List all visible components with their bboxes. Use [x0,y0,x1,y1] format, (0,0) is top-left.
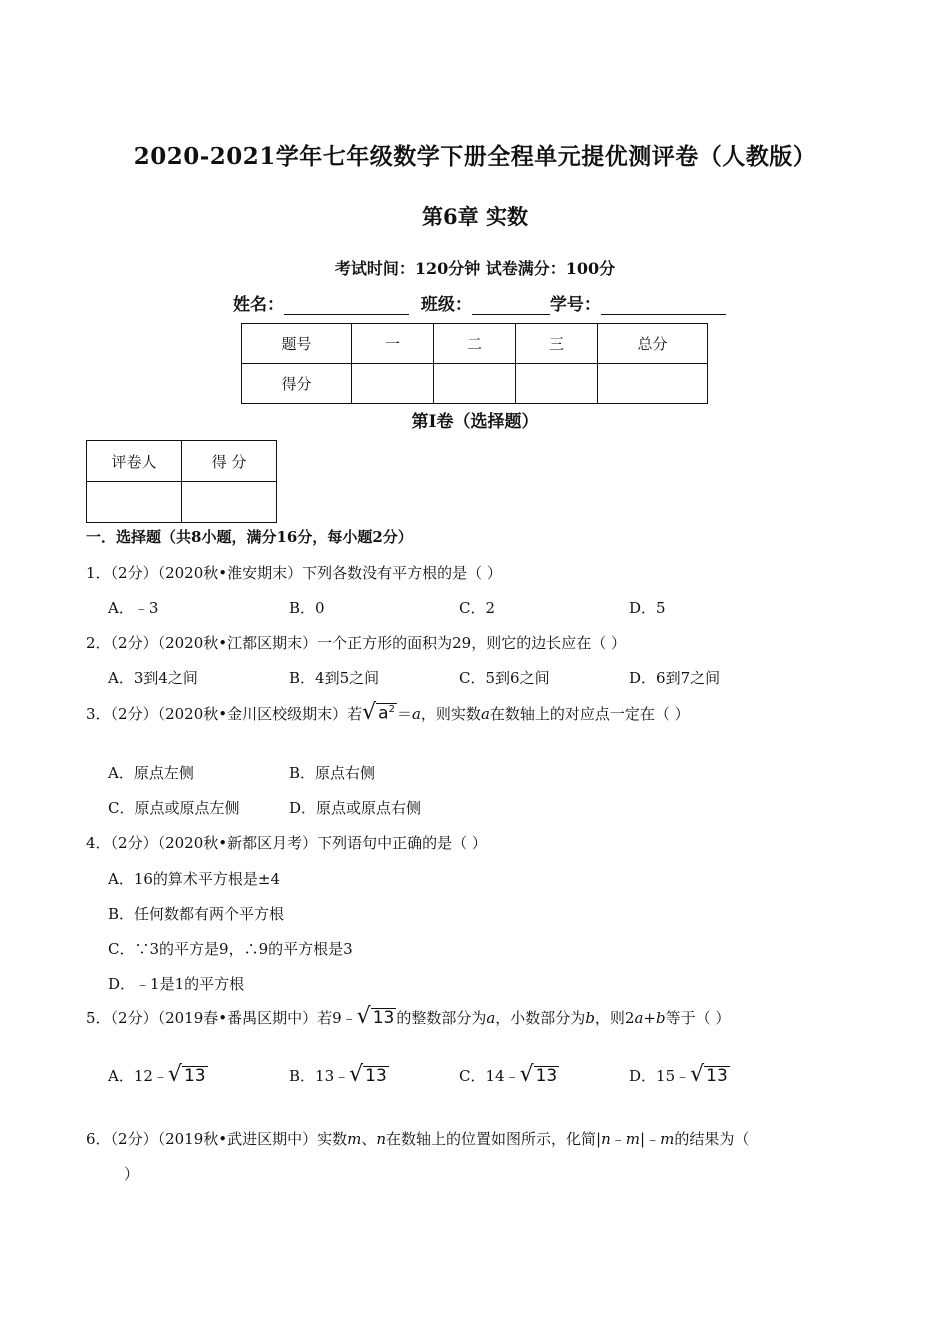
q5-expr-a: a [634,1009,644,1027]
q3-mid: ，则实数 [420,705,481,723]
radical-icon: √ [690,1062,705,1087]
q5-c-radicand: 13 [535,1066,558,1086]
q5-suffix: 等于（ ） [665,1009,731,1027]
q5-option-a[interactable] [108,1064,208,1086]
q5-prefix: 5．（2分）（2019春•番禺区期中）若9﹣ [86,1009,357,1027]
q3-exponent: 2 [388,704,395,716]
q3-equals: ＝ [396,705,412,723]
q3-radicand: a [378,704,389,724]
class-blank[interactable] [472,296,550,315]
score-cell-total[interactable] [598,364,708,404]
q1-option-d[interactable]: D．5 [629,599,666,617]
q3-prefix: 3．（2分）（2020秋•金川区校级期末）若 [86,705,363,723]
q3-var-a2: a [480,705,490,723]
id-label: 学号： [549,295,601,315]
name-label: 姓名： [233,295,284,315]
q1-option-b[interactable]: B．0 [289,599,325,617]
score-header-3: 三 [516,324,598,364]
q5-b-radicand: 13 [365,1066,387,1086]
exam-title: 2020-2021学年七年级数学下册全程单元提优测评卷（人教版） [133,143,817,170]
q5-mid3: ，则2 [594,1009,635,1027]
q2-option-c[interactable]: C．5到6之间 [459,669,550,687]
q3-option-a[interactable]: A．原点左侧 [108,764,194,782]
q6-suffix: 的结果为（ [674,1130,750,1148]
question-2-stem: 2．（2分）（2020秋•江都区期末）一个正方形的面积为29，则它的边长应在（ ） [86,634,626,652]
q2-option-b[interactable]: B．4到5之间 [289,669,380,687]
q3-suffix: 在数轴上的对应点一定在（ ） [489,705,690,723]
q5-d-sqrt [690,1064,730,1086]
exam-info: 考试时间：120分钟 试卷满分：100分 [334,259,616,278]
radical-icon: √ [362,700,377,725]
q4-option-a[interactable]: A．16的算术平方根是±4 [108,870,281,888]
q6-var-m: m [347,1130,362,1148]
q5-expr-b: b [656,1009,666,1027]
grader-score-header: 得 分 [182,441,277,482]
chapter-title: 第6章 实数 [422,204,528,229]
grader-score-cell[interactable] [182,482,277,523]
name-blank[interactable] [284,296,409,315]
q6-mid: 在数轴上的位置如图所示，化简| [386,1130,602,1148]
q4-option-c[interactable]: C．∵3的平方是9，∴9的平方根是3 [108,940,353,958]
q1-option-a[interactable]: A．﹣3 [108,599,159,617]
q3-option-b[interactable]: B．原点右侧 [289,764,376,782]
q2-option-a[interactable]: A．3到4之间 [108,669,198,687]
q5-a-radicand: 13 [183,1066,206,1086]
q6-abs-m: m [625,1130,641,1148]
q5-option-a-label: A．12﹣ [108,1067,168,1085]
q5-var-b: b [585,1009,595,1027]
q5-mid2: ，小数部分为 [495,1009,586,1027]
radical-icon: √ [519,1062,534,1087]
question-1-stem: 1．（2分）（2020秋•淮安期末）下列各数没有平方根的是（ ） [86,564,502,582]
q3-var-a: a [411,705,421,723]
q5-plus: + [643,1009,656,1027]
q6-minus: ﹣ [610,1130,626,1148]
q5-option-b-label: B．13﹣ [289,1067,350,1085]
score-header-total: 总分 [598,324,708,364]
q6-close-paren: ） [124,1165,140,1183]
q6-prefix: 6．（2分）（2019秋•武进区期中）实数 [86,1130,348,1148]
q4-option-b[interactable]: B．任何数都有两个平方根 [108,905,285,923]
section-title: 一．选择题（共8小题，满分16分，每小题2分） [86,528,413,546]
q5-option-d[interactable] [629,1064,730,1086]
question-4-stem: 4．（2分）（2020秋•新都区月考）下列语句中正确的是（ ） [86,834,487,852]
q5-c-sqrt [520,1064,560,1086]
id-blank[interactable] [601,296,726,315]
q5-a-sqrt [168,1064,208,1086]
volume-title: 第Ⅰ卷（选择题） [411,412,539,432]
score-header-1: 一 [352,324,434,364]
q4-option-d[interactable]: D．﹣1是1的平方根 [108,975,245,993]
q3-option-d[interactable]: D．原点或原点右侧 [289,799,422,817]
score-cell-2[interactable] [434,364,516,404]
score-table [241,323,708,404]
question-5-stem [86,1006,730,1028]
grader-header: 评卷人 [87,441,182,482]
q5-b-sqrt [349,1064,389,1086]
score-header-2: 二 [434,324,516,364]
q6-tail-m: m [660,1130,675,1148]
q5-var-a: a [486,1009,496,1027]
question-3-stem [86,702,690,724]
score-cell-3[interactable] [516,364,598,404]
q5-sqrt-expression [357,1006,397,1028]
q6-tail: |﹣ [640,1130,661,1148]
student-info-row [233,290,726,315]
q2-option-d[interactable]: D．6到7之间 [629,669,721,687]
score-header-number: 题号 [242,324,352,364]
radical-icon: √ [167,1062,182,1087]
grader-table [86,440,277,523]
q6-sep: 、 [361,1130,377,1148]
q1-option-c[interactable]: C．2 [459,599,496,617]
score-cell-1[interactable] [352,364,434,404]
q3-sqrt-expression [362,702,397,724]
grader-cell[interactable] [87,482,182,523]
q6-var-n: n [376,1130,387,1148]
q5-mid1: 的整数部分为 [396,1009,487,1027]
q5-radicand: 13 [372,1008,395,1028]
q5-option-d-label: D．15﹣ [629,1067,691,1085]
radical-icon: √ [356,1004,371,1029]
q5-d-radicand: 13 [706,1066,728,1086]
score-row-label: 得分 [242,364,352,404]
q3-option-c[interactable]: C．原点或原点左侧 [108,799,240,817]
q6-abs-n: n [601,1130,611,1148]
radical-icon: √ [349,1062,364,1087]
q5-option-c-label: C．14﹣ [459,1067,520,1085]
class-label: 班级： [420,295,472,315]
q5-option-b[interactable] [289,1064,389,1086]
question-6-stem [86,1128,749,1149]
q5-option-c[interactable] [459,1064,559,1086]
